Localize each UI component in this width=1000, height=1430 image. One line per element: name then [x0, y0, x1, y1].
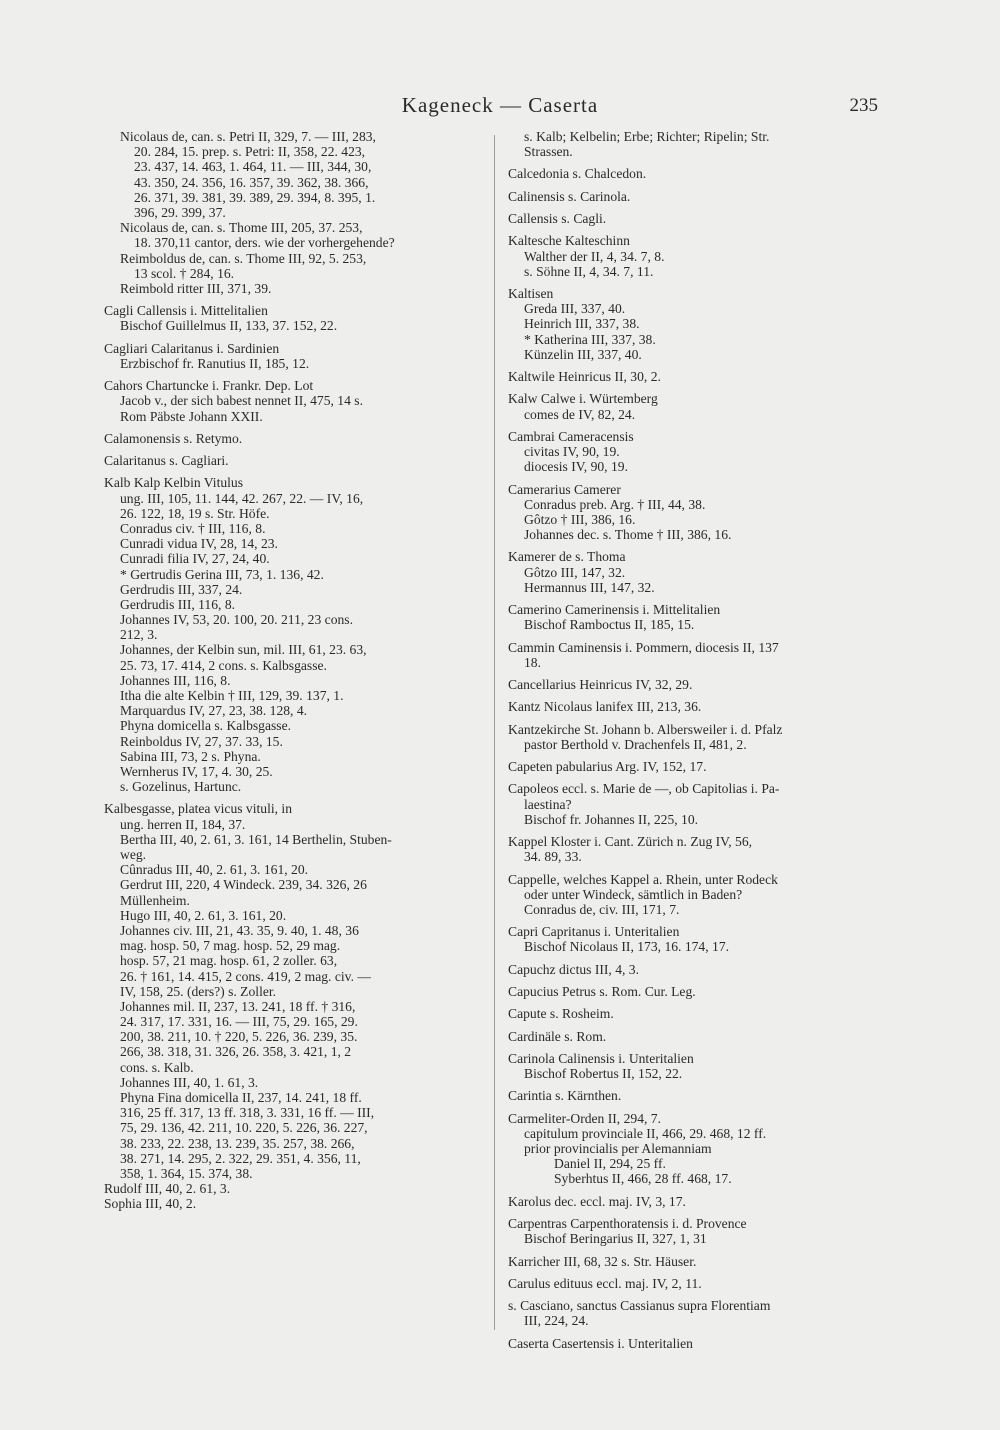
index-entry [508, 1112, 880, 1188]
entry-line: civitas IV, 90, 19. [524, 444, 620, 460]
entry-line: Conradus de, civ. III, 171, 7. [524, 901, 680, 917]
entry-line: Wernherus IV, 17, 4. 30, 25. [120, 763, 273, 779]
entry-line: comes de IV, 82, 24. [524, 406, 636, 422]
entry-line: pastor Berthold v. Drachenfels II, 481, 2. [524, 736, 747, 752]
entry-line: ung. III, 105, 11. 144, 42. 267, 22. — IV, 16, [120, 490, 364, 506]
entry-line: diocesis IV, 90, 19. [524, 459, 628, 475]
entry-heading-line: Cahors Chartuncke i. Frankr. Dep. Lot [104, 378, 314, 394]
entry-line: Johannes civ. III, 21, 43. 35, 9. 40, 1. 48, 36 [120, 922, 359, 938]
index-entry [508, 1277, 880, 1292]
index-entry [104, 476, 486, 795]
index-entry [508, 1217, 880, 1247]
entry-line: Strassen. [524, 144, 573, 160]
index-entry [508, 190, 880, 205]
entry-line: Jacob v., der sich babest nennet II, 475, 14 s. [120, 393, 363, 409]
entry-line: 18. [524, 654, 541, 670]
index-entry [508, 1337, 880, 1352]
entry-heading-line: Kantzekirche St. Johann b. Albersweiler i. d. Pfalz [508, 721, 783, 737]
index-entry [508, 287, 880, 363]
index-entry [508, 723, 880, 753]
entry-heading-line: Kappel Kloster i. Cant. Zürich n. Zug IV, 56, [508, 834, 753, 850]
entry-line: Cûnradus III, 40, 2. 61, 3. 161, 20. [120, 862, 309, 878]
entry-line: Phyna Fina domicella II, 237, 14. 241, 18 ff. [120, 1090, 362, 1106]
entry-line: 316, 25 ff. 317, 13 ff. 318, 3. 331, 16 ff. — III, [120, 1105, 375, 1121]
entry-line: Bischof Nicolaus II, 173, 16. 174, 17. [524, 939, 730, 955]
entry-line: 26. 122, 18, 19 s. Str. Höfe. [120, 505, 270, 521]
index-entry [508, 1007, 880, 1022]
index-entry [508, 925, 880, 955]
entry-heading-line: Kalw Calwe i. Würtemberg [508, 391, 658, 407]
entry-line: Johannes III, 40, 1. 61, 3. [120, 1074, 259, 1090]
entry-heading-line: Calinensis s. Carinola. [508, 188, 631, 204]
entry-heading-line: Capuchz dictus III, 4, 3. [508, 961, 639, 977]
entry-line: 396, 29. 399, 37. [134, 204, 226, 220]
entry-line: Reimbold ritter III, 371, 39. [120, 280, 272, 296]
entry-heading-line: Calcedonia s. Chalcedon. [508, 166, 647, 182]
entry-line: Gerdrudis III, 337, 24. [120, 581, 243, 597]
index-entry [508, 760, 880, 775]
entry-line: Bischof Beringarius II, 327, 1, 31 [524, 1231, 707, 1247]
index-entry [508, 1089, 880, 1104]
entry-line: Cunradi filia IV, 27, 24, 40. [120, 551, 270, 567]
entry-line: Bischof Robertus II, 152, 22. [524, 1066, 683, 1082]
entry-line: Heinrich III, 337, 38. [524, 316, 640, 332]
index-entry [508, 1255, 880, 1270]
entry-heading-line: Capri Capritanus i. Unteritalien [508, 924, 680, 940]
entry-heading-line: Cagli Callensis i. Mittelitalien [104, 303, 268, 319]
entry-line: Rudolf III, 40, 2. 61, 3. [104, 1181, 231, 1197]
entry-line: Bertha III, 40, 2. 61, 3. 161, 14 Berthelin, Stuben- [120, 831, 392, 847]
entry-line: mag. hosp. 50, 7 mag. hosp. 52, 29 mag. [120, 938, 341, 954]
entry-line: Gerdrudis III, 116, 8. [120, 596, 236, 612]
entry-line: Müllenheim. [120, 892, 190, 908]
entry-line: prior provincialis per Alemanniam [524, 1141, 712, 1157]
index-entry [508, 430, 880, 475]
entry-heading-line: Nicolaus de, can. s. Petri II, 329, 7. — III, 283, [120, 129, 376, 144]
index-entry [508, 1299, 880, 1329]
entry-line: Nicolaus de, can. s. Thome III, 205, 37. 253, [120, 220, 363, 236]
entry-heading-line: Carpentras Carpenthoratensis i. d. Provence [508, 1216, 747, 1232]
entry-heading-line: Callensis s. Cagli. [508, 211, 607, 227]
entry-line: Bischof Guillelmus II, 133, 37. 152, 22. [120, 318, 338, 334]
entry-line: s. Söhne II, 4, 34. 7, 11. [524, 263, 654, 279]
entry-heading-line: Carmeliter-Orden II, 294, 7. [508, 1110, 661, 1126]
entry-line: laestina? [524, 796, 572, 812]
entry-line: Reinboldus IV, 27, 37. 33, 15. [120, 733, 283, 749]
index-entry [508, 483, 880, 543]
index-entry [508, 985, 880, 1000]
index-entry [508, 1030, 880, 1045]
entry-line: Greda III, 337, 40. [524, 301, 626, 317]
entry-line: Johannes, der Kelbin sun, mil. III, 61, 23. 63, [120, 642, 367, 658]
entry-heading-line: Carintia s. Kärnthen. [508, 1088, 622, 1104]
entry-line: 38. 233, 22. 238, 13. 239, 35. 257, 38. 266, [120, 1135, 355, 1151]
entry-heading-line: Carinola Calinensis i. Unteritalien [508, 1050, 694, 1066]
entry-line: Johannes III, 116, 8. [120, 672, 231, 688]
entry-heading-line: Kantz Nicolaus lanifex III, 213, 36. [508, 699, 702, 715]
index-entry [104, 304, 486, 334]
entry-line: Walther der II, 4, 34. 7, 8. [524, 248, 665, 264]
entry-heading-line: Cagliari Calaritanus i. Sardinien [104, 340, 280, 356]
entry-line: Reimboldus de, can. s. Thome III, 92, 5. 253, [120, 250, 367, 266]
entry-line: Gerdrut III, 220, 4 Windeck. 239, 34. 326, 26 [120, 877, 367, 893]
entry-line: Rom Päbste Johann XXII. [120, 408, 263, 424]
entry-line: Gôtzo † III, 386, 16. [524, 511, 636, 527]
entry-line: Marquardus IV, 27, 23, 38. 128, 4. [120, 703, 308, 719]
entry-heading-line: Kamerer de s. Thoma [508, 549, 626, 565]
entry-line: Sophia III, 40, 2. [104, 1196, 197, 1212]
index-entry [104, 342, 486, 372]
right-column [508, 130, 880, 1359]
entry-line: IV, 158, 25. (ders?) s. Zoller. [120, 983, 277, 999]
entry-heading-line: Cambrai Cameracensis [508, 428, 634, 444]
entry-line: 20. 284, 15. prep. s. Petri: II, 358, 22. 423, [134, 144, 366, 160]
entry-heading-line: Caserta Casertensis i. Unteritalien [508, 1335, 693, 1351]
index-entry [104, 130, 486, 297]
entry-line: Cunradi vidua IV, 28, 14, 23. [120, 536, 278, 552]
entry-line: Itha die alte Kelbin † III, 129, 39. 137, 1. [120, 688, 344, 704]
entry-heading-line: Capoleos eccl. s. Marie de —, ob Capitolias i. Pa- [508, 781, 780, 797]
index-entry [508, 212, 880, 227]
index-entry [508, 1195, 880, 1210]
index-entry [508, 678, 880, 693]
index-entry [104, 802, 486, 1212]
entry-heading-line: Camerino Camerinensis i. Mittelitalien [508, 602, 721, 618]
entry-line: 26. † 161, 14. 415, 2 cons. 419, 2 mag. civ. — [120, 968, 371, 984]
entry-line: Syberhtus II, 466, 28 ff. 468, 17. [554, 1171, 732, 1187]
index-entry [104, 432, 486, 447]
entry-heading-line: Kalb Kalp Kelbin Vitulus [104, 475, 244, 491]
entry-line: Hugo III, 40, 2. 61, 3. 161, 20. [120, 907, 287, 923]
entry-heading-line: Camerarius Camerer [508, 481, 621, 497]
left-column [104, 130, 486, 1220]
entry-line: hosp. 57, 21 mag. hosp. 61, 2 zoller. 63, [120, 953, 338, 969]
entry-line: 200, 38. 211, 10. † 220, 5. 226, 36. 239, 35. [120, 1029, 358, 1045]
entry-heading-line: s. Casciano, sanctus Cassianus supra Florentiam [508, 1298, 771, 1314]
entry-line: cons. s. Kalb. [120, 1059, 194, 1075]
entry-line: Erzbischof fr. Ranutius II, 185, 12. [120, 355, 310, 371]
entry-heading-line: Kalbesgasse, platea vicus vituli, in [104, 801, 293, 817]
entry-heading-line: Cancellarius Heinricus IV, 32, 29. [508, 677, 693, 693]
index-entry [508, 167, 880, 182]
index-entry [508, 370, 880, 385]
index-entry [508, 1052, 880, 1082]
index-entry [508, 234, 880, 279]
index-entry [508, 603, 880, 633]
index-entry [508, 130, 880, 160]
entry-line: Gôtzo III, 147, 32. [524, 564, 626, 580]
entry-line: 358, 1. 364, 15. 374, 38. [120, 1165, 253, 1181]
entry-line: 266, 38. 318, 31. 326, 26. 358, 3. 421, 1, 2 [120, 1044, 352, 1060]
entry-line: Johannes IV, 53, 20. 100, 20. 211, 23 cons. [120, 612, 353, 628]
index-entry [508, 873, 880, 918]
page-number: 235 [849, 95, 878, 116]
entry-line: Johannes mil. II, 237, 13. 241, 18 ff. † 316, [120, 998, 356, 1014]
entry-line: Conradus civ. † III, 116, 8. [120, 520, 266, 536]
index-entry [508, 782, 880, 827]
entry-line: oder unter Windeck, sämtlich in Baden? [524, 886, 743, 902]
entry-heading-line: Calaritanus s. Cagliari. [104, 453, 229, 469]
entry-line: 34. 89, 33. [524, 849, 582, 865]
entry-line: s. Gozelinus, Hartunc. [120, 779, 242, 795]
entry-line: Künzelin III, 337, 40. [524, 346, 642, 362]
entry-heading-line: Cammin Caminensis i. Pommern, diocesis II, 137 [508, 639, 779, 655]
index-entry [508, 835, 880, 865]
entry-line: 25. 73, 17. 414, 2 cons. s. Kalbsgasse. [120, 657, 327, 673]
entry-line: ung. herren II, 184, 37. [120, 816, 246, 832]
index-entry [508, 641, 880, 671]
entry-line: 43. 350, 24. 356, 16. 357, 39. 362, 38. 366, [134, 174, 369, 190]
entry-line: Conradus preb. Arg. † III, 44, 38. [524, 496, 706, 512]
entry-line: 212, 3. [120, 627, 158, 643]
index-entry [508, 963, 880, 978]
entry-heading-line: Kaltesche Kalteschinn [508, 233, 630, 249]
index-entry [104, 379, 486, 424]
entry-line: 18. 370,11 cantor, ders. wie der vorhergehende? [134, 235, 395, 251]
entry-heading-line: s. Kalb; Kelbelin; Erbe; Richter; Ripelin; Str. [524, 129, 770, 144]
index-entry [508, 392, 880, 422]
entry-line: 75, 29. 136, 42. 211, 10. 220, 5. 226, 36. 227, [120, 1120, 368, 1136]
entry-heading-line: Kaltisen [508, 286, 554, 302]
entry-line: capitulum provinciale II, 466, 29. 468, 12 ff. [524, 1125, 767, 1141]
entry-line: 23. 437, 14. 463, 1. 464, 11. — III, 344, 30, [134, 159, 372, 175]
entry-line: weg. [120, 847, 147, 863]
entry-line: * Katherina III, 337, 38. [524, 331, 656, 347]
entry-heading-line: Cappelle, welches Kappel a. Rhein, unter Rodeck [508, 871, 778, 887]
entry-line: Daniel II, 294, 25 ff. [554, 1156, 666, 1172]
entry-line: 24. 317, 17. 331, 16. — III, 75, 29. 165, 29. [120, 1014, 358, 1030]
entry-line: Johannes dec. s. Thome † III, 386, 16. [524, 527, 732, 543]
entry-heading-line: Capute s. Rosheim. [508, 1006, 614, 1022]
entry-line: 38. 271, 14. 295, 2. 322, 29. 351, 4. 356, 11, [120, 1150, 361, 1166]
entry-heading-line: Kaltwile Heinricus II, 30, 2. [508, 369, 661, 385]
entry-line: 13 scol. † 284, 16. [134, 265, 235, 281]
entry-heading-line: Calamonensis s. Retymo. [104, 430, 243, 446]
entry-heading-line: Karolus dec. eccl. maj. IV, 3, 17. [508, 1193, 686, 1209]
index-entry [104, 454, 486, 469]
index-entry [508, 550, 880, 595]
entry-line: Hermannus III, 147, 32. [524, 579, 655, 595]
index-entry [508, 700, 880, 715]
column-divider [494, 135, 495, 1330]
entry-line: III, 224, 24. [524, 1313, 589, 1329]
running-head: Kageneck — Caserta [401, 93, 599, 117]
entry-heading-line: Karricher III, 68, 32 s. Str. Häuser. [508, 1253, 697, 1269]
entry-line: 26. 371, 39. 381, 39. 389, 29. 394, 8. 395, 1. [134, 189, 376, 205]
entry-heading-line: Capucius Petrus s. Rom. Cur. Leg. [508, 984, 696, 1000]
entry-line: Sabina III, 73, 2 s. Phyna. [120, 748, 261, 764]
entry-line: Phyna domicella s. Kalbsgasse. [120, 718, 292, 734]
entry-heading-line: Carulus edituus eccl. maj. IV, 2, 11. [508, 1275, 702, 1291]
entry-heading-line: Capeten pabularius Arg. IV, 152, 17. [508, 759, 707, 775]
entry-line: Bischof Ramboctus II, 185, 15. [524, 617, 695, 633]
entry-line: * Gertrudis Gerina III, 73, 1. 136, 42. [120, 566, 324, 582]
entry-line: Bischof fr. Johannes II, 225, 10. [524, 811, 699, 827]
entry-heading-line: Cardinäle s. Rom. [508, 1028, 607, 1044]
